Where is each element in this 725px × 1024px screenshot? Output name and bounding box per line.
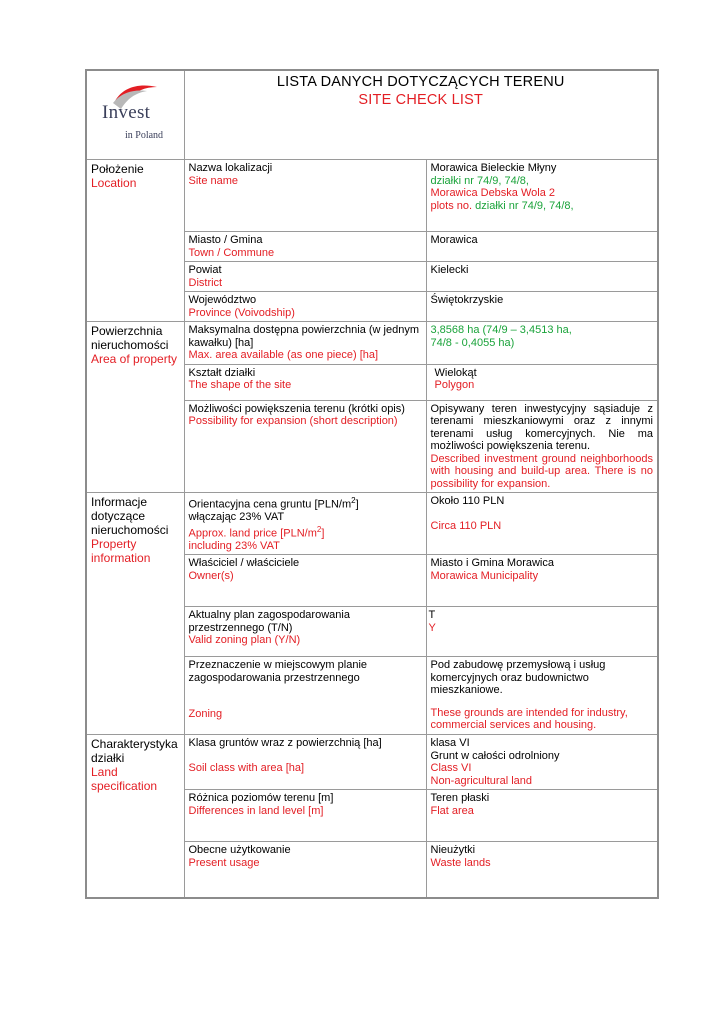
value-line: działki nr 74/9, 74/8,	[430, 174, 529, 187]
value-suffix: działki nr 74/9, 74/8,	[475, 199, 574, 212]
value-en: Described investment ground neighborhoods with housing and build-up area. There is no possibility for expansion.	[430, 452, 653, 490]
label-pl: Kształt działki	[188, 366, 256, 379]
label-en: Owner(s)	[188, 569, 234, 582]
value-en: Non-agricultural land	[430, 774, 532, 787]
label-en: District	[188, 276, 223, 289]
section-land-spec	[86, 735, 184, 898]
section-label-en: Land	[91, 765, 118, 780]
value-pl: Teren płaski	[430, 792, 490, 805]
label-pl: Różnica poziomów terenu [m]	[188, 792, 334, 805]
site-name-value	[426, 160, 658, 232]
town-label	[184, 232, 426, 262]
title-cell	[184, 70, 658, 160]
label-pl: Klasa gruntów wraz z powierzchnią [ha]	[188, 737, 382, 750]
owner-label	[184, 555, 426, 607]
section-label-pl: Położenie	[91, 162, 144, 176]
label-en: Zoning	[188, 708, 223, 721]
usage-label	[184, 842, 426, 898]
section-area	[86, 322, 184, 493]
label-pl: Możliwości powiększenia terenu (krótki opis)	[188, 402, 405, 415]
header-row	[86, 70, 658, 160]
label-en: Valid zoning plan (Y/N)	[188, 634, 301, 647]
price-label	[184, 493, 426, 555]
max-area-label	[184, 322, 426, 365]
value-pl: Wielokąt	[434, 366, 477, 379]
zoning-value	[426, 657, 658, 735]
value-en: Y	[428, 621, 436, 634]
price-value	[426, 493, 658, 555]
owner-value	[426, 555, 658, 607]
soil-value	[426, 735, 658, 790]
label-en: Town / Commune	[188, 246, 275, 259]
label-en: Possibility for expansion (short description)	[188, 415, 398, 427]
label-pl: Miasto / Gmina	[188, 234, 263, 246]
label-en: Max. area available (as one piece) [ha]	[188, 349, 379, 361]
section-label-en: Property	[91, 537, 137, 551]
label-en: The shape of the site	[188, 379, 292, 391]
district-value: Kielecki	[426, 262, 658, 292]
section-label-pl: Powierzchnia	[91, 324, 163, 338]
label-en: Soil class with area [ha]	[188, 761, 305, 774]
label-pl: Nazwa lokalizacji	[188, 162, 273, 174]
section-label-pl: nieruchomości	[91, 338, 169, 352]
max-area-value	[426, 322, 658, 365]
level-value	[426, 790, 658, 842]
logo-word: Invest	[102, 102, 151, 123]
value-prefix: plots no.	[430, 199, 473, 212]
value-pl: T	[428, 609, 436, 622]
label-en	[189, 524, 422, 540]
label-en: Province (Voivodship)	[188, 306, 295, 319]
section-label-pl: Informacje	[91, 495, 148, 509]
shape-value	[426, 364, 658, 400]
label-part: Orientacyjna cena gruntu [PLN/m	[188, 498, 352, 511]
title-english: SITE CHECK LIST	[358, 92, 484, 108]
shape-label	[184, 364, 426, 400]
label-pl: włączając 23% VAT	[188, 511, 285, 524]
section-label-pl: nieruchomości	[91, 523, 169, 537]
label-pl: Powiat	[188, 264, 222, 276]
label-part: ]	[321, 527, 325, 540]
label-pl: Właściciel / właściciele	[188, 557, 300, 570]
superscript: 2	[316, 524, 322, 534]
value-line: Morawica Bieleckie Młyny	[430, 162, 557, 174]
section-label-en: specification	[91, 779, 158, 794]
value-en: Flat area	[430, 804, 474, 817]
value-pl: Opisywany teren inwestycyjny sąsiaduje z terenami mieszkaniowymi oraz z innymi terenami usług komercyjnych. Nie ma możliwości powiększenia terenu.	[430, 402, 653, 452]
value-en: Circa 110 PLN	[430, 519, 502, 532]
value-en: Waste lands	[430, 856, 491, 869]
label-part: Approx. land price [PLN/m	[188, 527, 317, 540]
section-label-en: information	[91, 551, 151, 565]
expansion-value	[426, 400, 658, 493]
invest-in-poland-logo	[87, 71, 179, 155]
province-value: Świętokrzyskie	[426, 292, 658, 322]
usage-value	[426, 842, 658, 898]
value-pl: Pod zabudowę przemysłową i usług komercyjnych oraz budownictwo mieszkaniowe.	[430, 659, 606, 697]
label-pl	[189, 495, 422, 511]
value-line: 74/8 - 0,4055 ha)	[430, 336, 515, 349]
value-pl: klasa VI	[430, 737, 470, 750]
label-pl: Województwo	[188, 294, 257, 306]
district-label	[184, 262, 426, 292]
zoning-plan-label	[184, 607, 426, 657]
site-name-label	[184, 160, 426, 232]
price-row	[86, 493, 658, 555]
town-value: Morawica	[426, 232, 658, 262]
value-en: Morawica Municipality	[430, 569, 539, 582]
label-en: Differences in land level [m]	[188, 804, 324, 817]
logo-subtitle: in Poland	[125, 130, 164, 141]
value-line: Morawica Debska Wola 2	[430, 187, 556, 199]
soil-row	[86, 735, 658, 790]
site-name-row	[86, 160, 658, 232]
expansion-label	[184, 400, 426, 493]
level-label	[184, 790, 426, 842]
logo-cell	[86, 70, 184, 160]
section-label-en: Area of property	[91, 352, 178, 366]
value-pl: Nieużytki	[430, 844, 476, 857]
value-pl: Grunt w całości odrolniony	[430, 749, 560, 762]
label-pl: Maksymalna dostępna powierzchnia (w jednym kawałku) [ha]	[188, 324, 419, 349]
section-property-info	[86, 493, 184, 735]
superscript: 2	[351, 496, 356, 505]
label-en: including 23% VAT	[188, 539, 280, 552]
label-pl: Przeznaczenie w miejscowym planie zagospodarowania przestrzennego	[188, 659, 368, 684]
max-area-row	[86, 322, 658, 365]
label-part: ]	[355, 498, 359, 511]
site-check-list-table	[85, 69, 659, 899]
zoning-label	[184, 657, 426, 735]
title-polish: LISTA DANYCH DOTYCZĄCYCH TERENU	[276, 74, 565, 90]
soil-label	[184, 735, 426, 790]
label-pl: Obecne użytkowanie	[188, 844, 291, 857]
section-label-pl: dotyczące	[91, 509, 146, 523]
section-label-pl: Charakterystyka	[91, 737, 178, 752]
province-label	[184, 292, 426, 322]
section-label-pl: działki	[91, 751, 125, 766]
value-line: 3,8568 ha (74/9 – 3,4513 ha,	[430, 324, 572, 336]
zoning-plan-value	[426, 607, 658, 657]
value-en: These grounds are intended for industry, commercial services and housing.	[430, 706, 628, 732]
label-en: Present usage	[188, 856, 260, 869]
label-en: Site name	[188, 174, 239, 187]
section-label-en: Location	[91, 176, 137, 190]
value-pl: Około 110 PLN	[430, 495, 505, 507]
value-en: Class VI	[430, 762, 472, 775]
value-en: Polygon	[434, 379, 475, 391]
section-location	[86, 160, 184, 322]
value-pl: Miasto i Gmina Morawica	[430, 557, 554, 570]
label-pl: Aktualny plan zagospodarowania przestrzennego (T/N)	[188, 609, 350, 634]
